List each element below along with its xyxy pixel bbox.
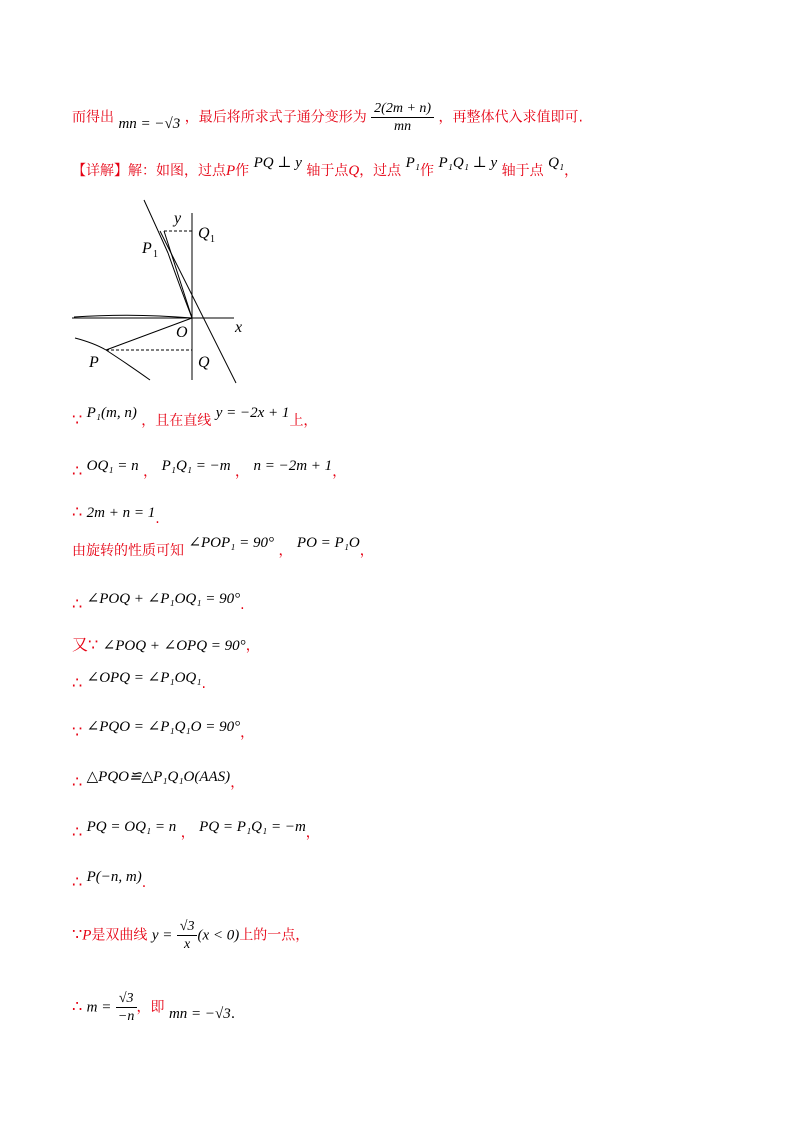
text-substitute: ，再整体代入求值即可. [438,109,583,126]
fraction-sqrt3-x: $\frac{√3}{x}$ [177,918,198,953]
segment-op1 [164,231,192,318]
label-o: O [176,324,188,341]
hyperbola-lower-2 [106,350,150,380]
fraction-sqrt3-neg-n: $\frac{√3}{-n}$ [116,990,137,1025]
math-mn: mn = −√3 [118,115,181,132]
hyperbola-upper [144,200,192,318]
hyperbola-line: ∵P是双曲线 y = $\frac{√3}{x}$ (x < 0)上的一点， [72,919,310,952]
text-derive: 而得出 [72,109,114,126]
step-11: ∴ P(−n, m). [72,869,147,891]
label-p1: P [142,240,152,257]
final-line: ∴ m = $\frac{√3}{-n}$ ，即 mn = −√3. [72,991,236,1024]
step-3: ∴ 2m + n = 1. [72,502,160,527]
step-10: ∴ PQ = OQ₁ = n ， PQ = P₁Q₁ = −m， [72,819,320,841]
step-9: ∴ △PQO≌△P₁Q₁O(AAS)， [72,769,245,791]
step-8: ∵ ∠PQO = ∠P₁Q₁O = 90°， [72,719,255,741]
math-p1q1-perp: P₁Q₁ ⊥ y [438,155,498,171]
detail-tag: 【详解】 [72,163,128,179]
text-transform: ，最后将所求式子通分变形为 [184,109,367,126]
label-q1-sub: 1 [210,234,215,245]
step-6: 又∵ ∠POQ + ∠OPQ = 90°， [72,635,260,654]
fraction-expr: $\frac{2(2m + n)}{mn}$ [371,100,434,135]
label-q: Q [198,354,210,371]
intro-line [72,100,583,135]
label-x: x [235,319,243,336]
hyperbola-lower-3 [75,338,106,350]
step-2: ∴ OQ₁ = n ， P₁Q₁ = −m ， n = −2m + 1， [72,458,347,480]
label-q1: Q [198,225,210,242]
detail-line: 【详解】解：如图，过点P作 PQ ⊥ y 轴于点Q，过点 P₁作 P₁Q₁ ⊥ y 轴于点 Q₁， [72,155,579,179]
coordinate-diagram [72,195,252,395]
step-1: ∵ P₁(m, n) ，且在直线 y = −2x + 1上， [72,405,318,429]
step-7: ∴ ∠OPQ = ∠P₁OQ₁. [72,670,206,692]
label-y: y [174,210,182,227]
step-4: 由旋转的性质可知 ∠POP₁ = 90° ， PO = P₁O， [72,535,374,559]
step-5: ∴ ∠POQ + ∠P₁OQ₁ = 90°. [72,591,245,613]
label-p1-sub: 1 [153,249,158,260]
math-pq-perp: PQ ⊥ y [253,155,302,171]
label-p: P [89,354,99,371]
